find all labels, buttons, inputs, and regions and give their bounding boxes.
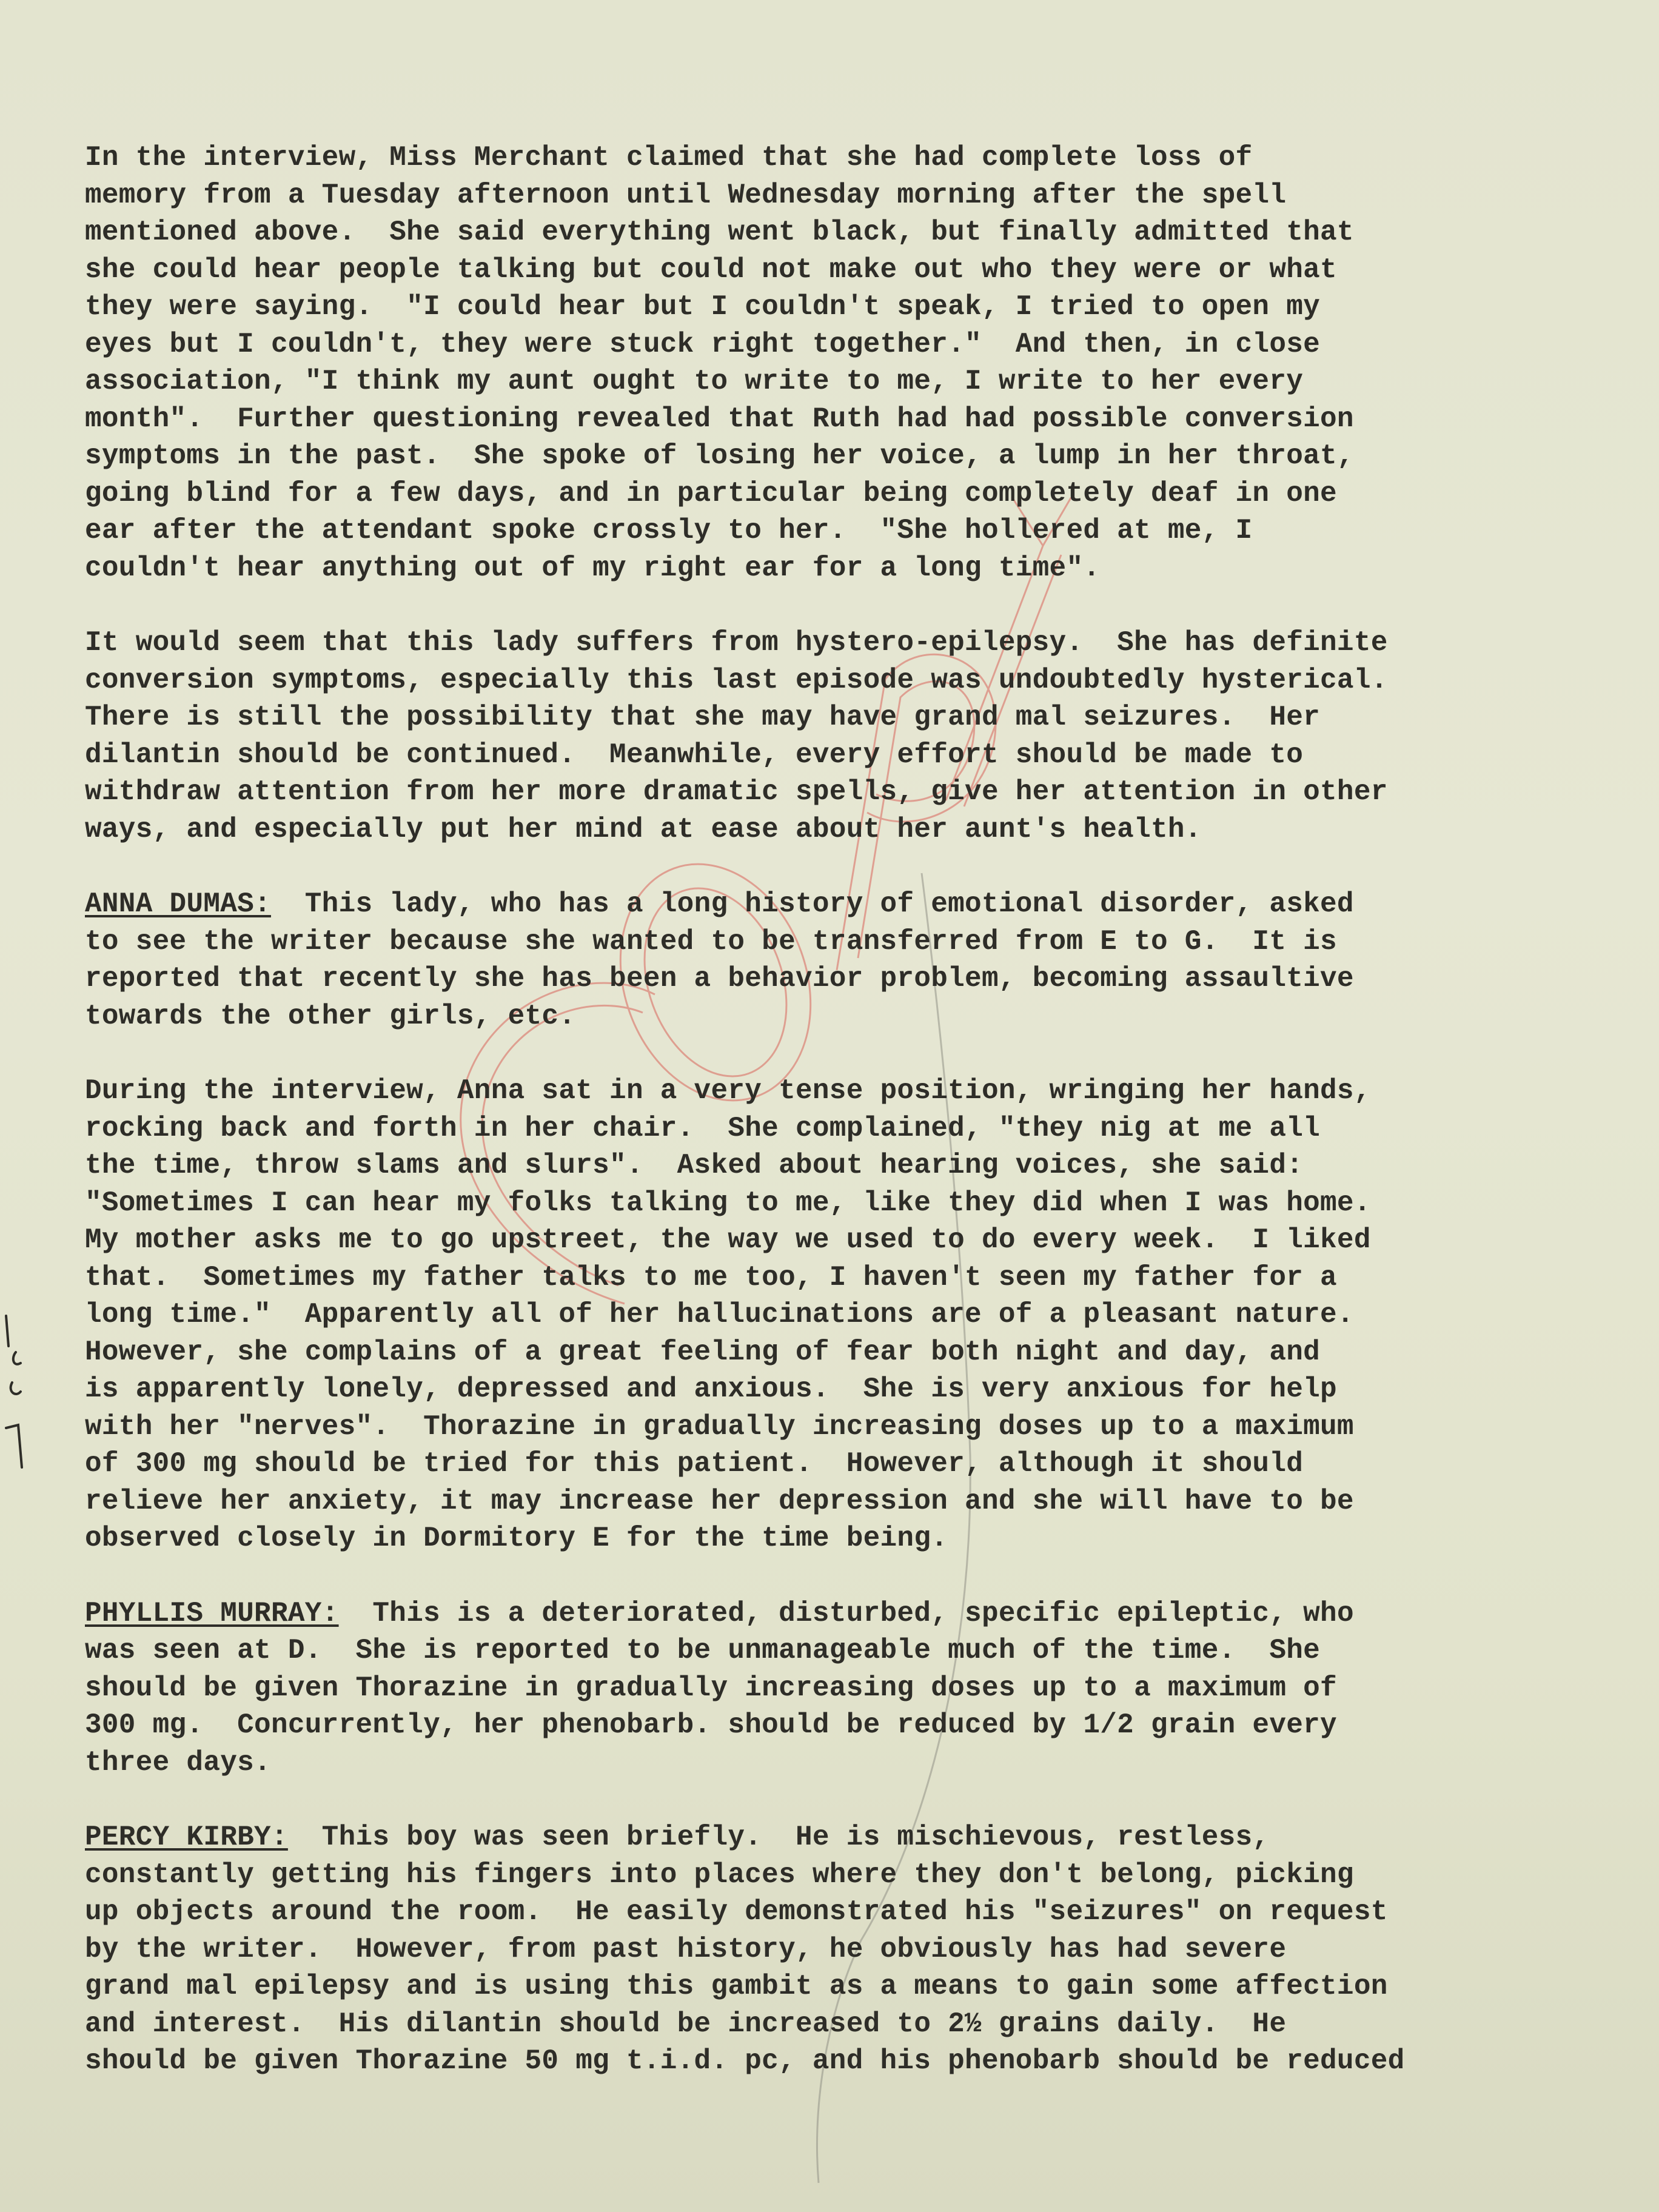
text-line [85,1595,1540,1633]
text-line: towards the other girls, etc. [85,1000,576,1032]
text-line: and interest. His dilantin should be increased to 2½ grains daily. He [85,2008,1287,2040]
text-line: up objects around the room. He easily demonstrated his "seizures" on request [85,1896,1388,1928]
paragraph-phyllis-murray [85,1595,1540,1782]
text-line: going blind for a few days, and in particular being completely deaf in one [85,477,1337,509]
patient-name-heading: ANNA DUMAS: [85,888,271,920]
text-line: "Sometimes I can hear my folks talking to me, like they did when I was home. [85,1187,1371,1219]
text-line [85,1819,1540,1857]
text-line [85,886,1540,923]
text-line: three days. [85,1746,271,1778]
text-line: eyes but I couldn't, they were stuck right together." And then, in close [85,328,1321,360]
text-line: she could hear people talking but could not make out who they were or what [85,253,1337,286]
text-line: relieve her anxiety, it may increase her depression and she will have to be [85,1485,1354,1517]
patient-name-heading: PERCY KIRBY: [85,1822,288,1853]
patient-name-heading: PHYLLIS MURRAY: [85,1597,339,1629]
text-fragment: This is a deteriorated, disturbed, specific epileptic, who [338,1597,1354,1629]
text-line: There is still the possibility that she may have grand mal seizures. Her [85,702,1321,733]
text-line: month". Further questioning revealed that Ruth had had possible conversion [85,403,1354,435]
text-line: to see the writer because she wanted to be transferred from E to G. It is [85,925,1337,957]
text-line: couldn't hear anything out of my right ear for a long time". [85,552,1101,584]
text-line: It would seem that this lady suffers from hystero-epilepsy. She has definite [85,627,1388,659]
paragraph-percy-kirby [85,1819,1540,2080]
text-fragment: This boy was seen briefly. He is mischievous, restless, [287,1822,1270,1853]
text-line: mentioned above. She said everything went black, but finally admitted that [85,216,1354,248]
text-line: dilantin should be continued. Meanwhile, every effort should be made to [85,739,1304,771]
paragraph-merchant-interview [85,139,1540,587]
typed-text-body [85,139,1540,2118]
text-line: However, she complains of a great feeling of fear both night and day, and [85,1336,1321,1368]
text-line: grand mal epilepsy and is using this gambit as a means to gain some affection [85,1971,1388,2002]
text-line: My mother asks me to go upstreet, the way we used to do every week. I liked [85,1224,1371,1256]
text-line: should be given Thorazine in gradually increasing doses up to a maximum of [85,1672,1337,1704]
text-fragment: This lady, who has a long history of emotional disorder, asked [270,888,1354,920]
text-line: ear after the attendant spoke crossly to her. "She hollered at me, I [85,515,1253,546]
text-line: conversion symptoms, especially this last episode was undoubtedly hysterical. [85,664,1388,696]
text-line: association, "I think my aunt ought to write to me, I write to her every [85,366,1304,397]
text-line: constantly getting his fingers into places where they don't belong, picking [85,1858,1354,1891]
text-line: memory from a Tuesday afternoon until Wednesday morning after the spell [85,179,1287,211]
margin-pencil-marks [0,1292,49,1486]
text-line: they were saying. "I could hear but I couldn't speak, I tried to open my [85,291,1321,323]
text-line: During the interview, Anna sat in a very tense position, wringing her hands, [85,1075,1371,1107]
text-line: symptoms in the past. She spoke of losing her voice, a lump in her throat, [85,440,1354,472]
text-line: rocking back and forth in her chair. She complained, "they nig at me all [85,1112,1321,1144]
text-line: reported that recently she has been a behavior problem, becoming assaultive [85,963,1354,994]
text-line: was seen at D. She is reported to be unmanageable much of the time. She [85,1635,1321,1666]
text-line: the time, throw slams and slurs". Asked about hearing voices, she said: [85,1150,1304,1181]
text-line: should be given Thorazine 50 mg t.i.d. pc, and his phenobarb should be reduced [85,2045,1405,2077]
paragraph-anna-dumas [85,886,1540,1035]
text-line: that. Sometimes my father talks to me too, I haven't seen my father for a [85,1261,1337,1293]
paragraph-merchant-assessment [85,625,1540,848]
text-line: In the interview, Miss Merchant claimed that she had complete loss of [85,142,1253,173]
text-line: with her "nerves". Thorazine in gradually increasing doses up to a maximum [85,1410,1354,1443]
text-line: ways, and especially put her mind at ease about her aunt's health. [85,813,1202,845]
text-line: withdraw attention from her more dramatic spells, give her attention in other [85,776,1388,808]
text-line: by the writer. However, from past history, he obviously has had severe [85,1933,1287,1965]
paragraph-anna-interview [85,1073,1540,1558]
text-line: long time." Apparently all of her hallucinations are of a pleasant nature. [85,1299,1354,1330]
text-line: is apparently lonely, depressed and anxious. She is very anxious for help [85,1373,1337,1405]
text-line: observed closely in Dormitory E for the time being. [85,1523,948,1554]
text-line: 300 mg. Concurrently, her phenobarb. should be reduced by 1/2 grain every [85,1709,1337,1741]
text-line: of 300 mg should be tried for this patient. However, although it should [85,1448,1304,1480]
